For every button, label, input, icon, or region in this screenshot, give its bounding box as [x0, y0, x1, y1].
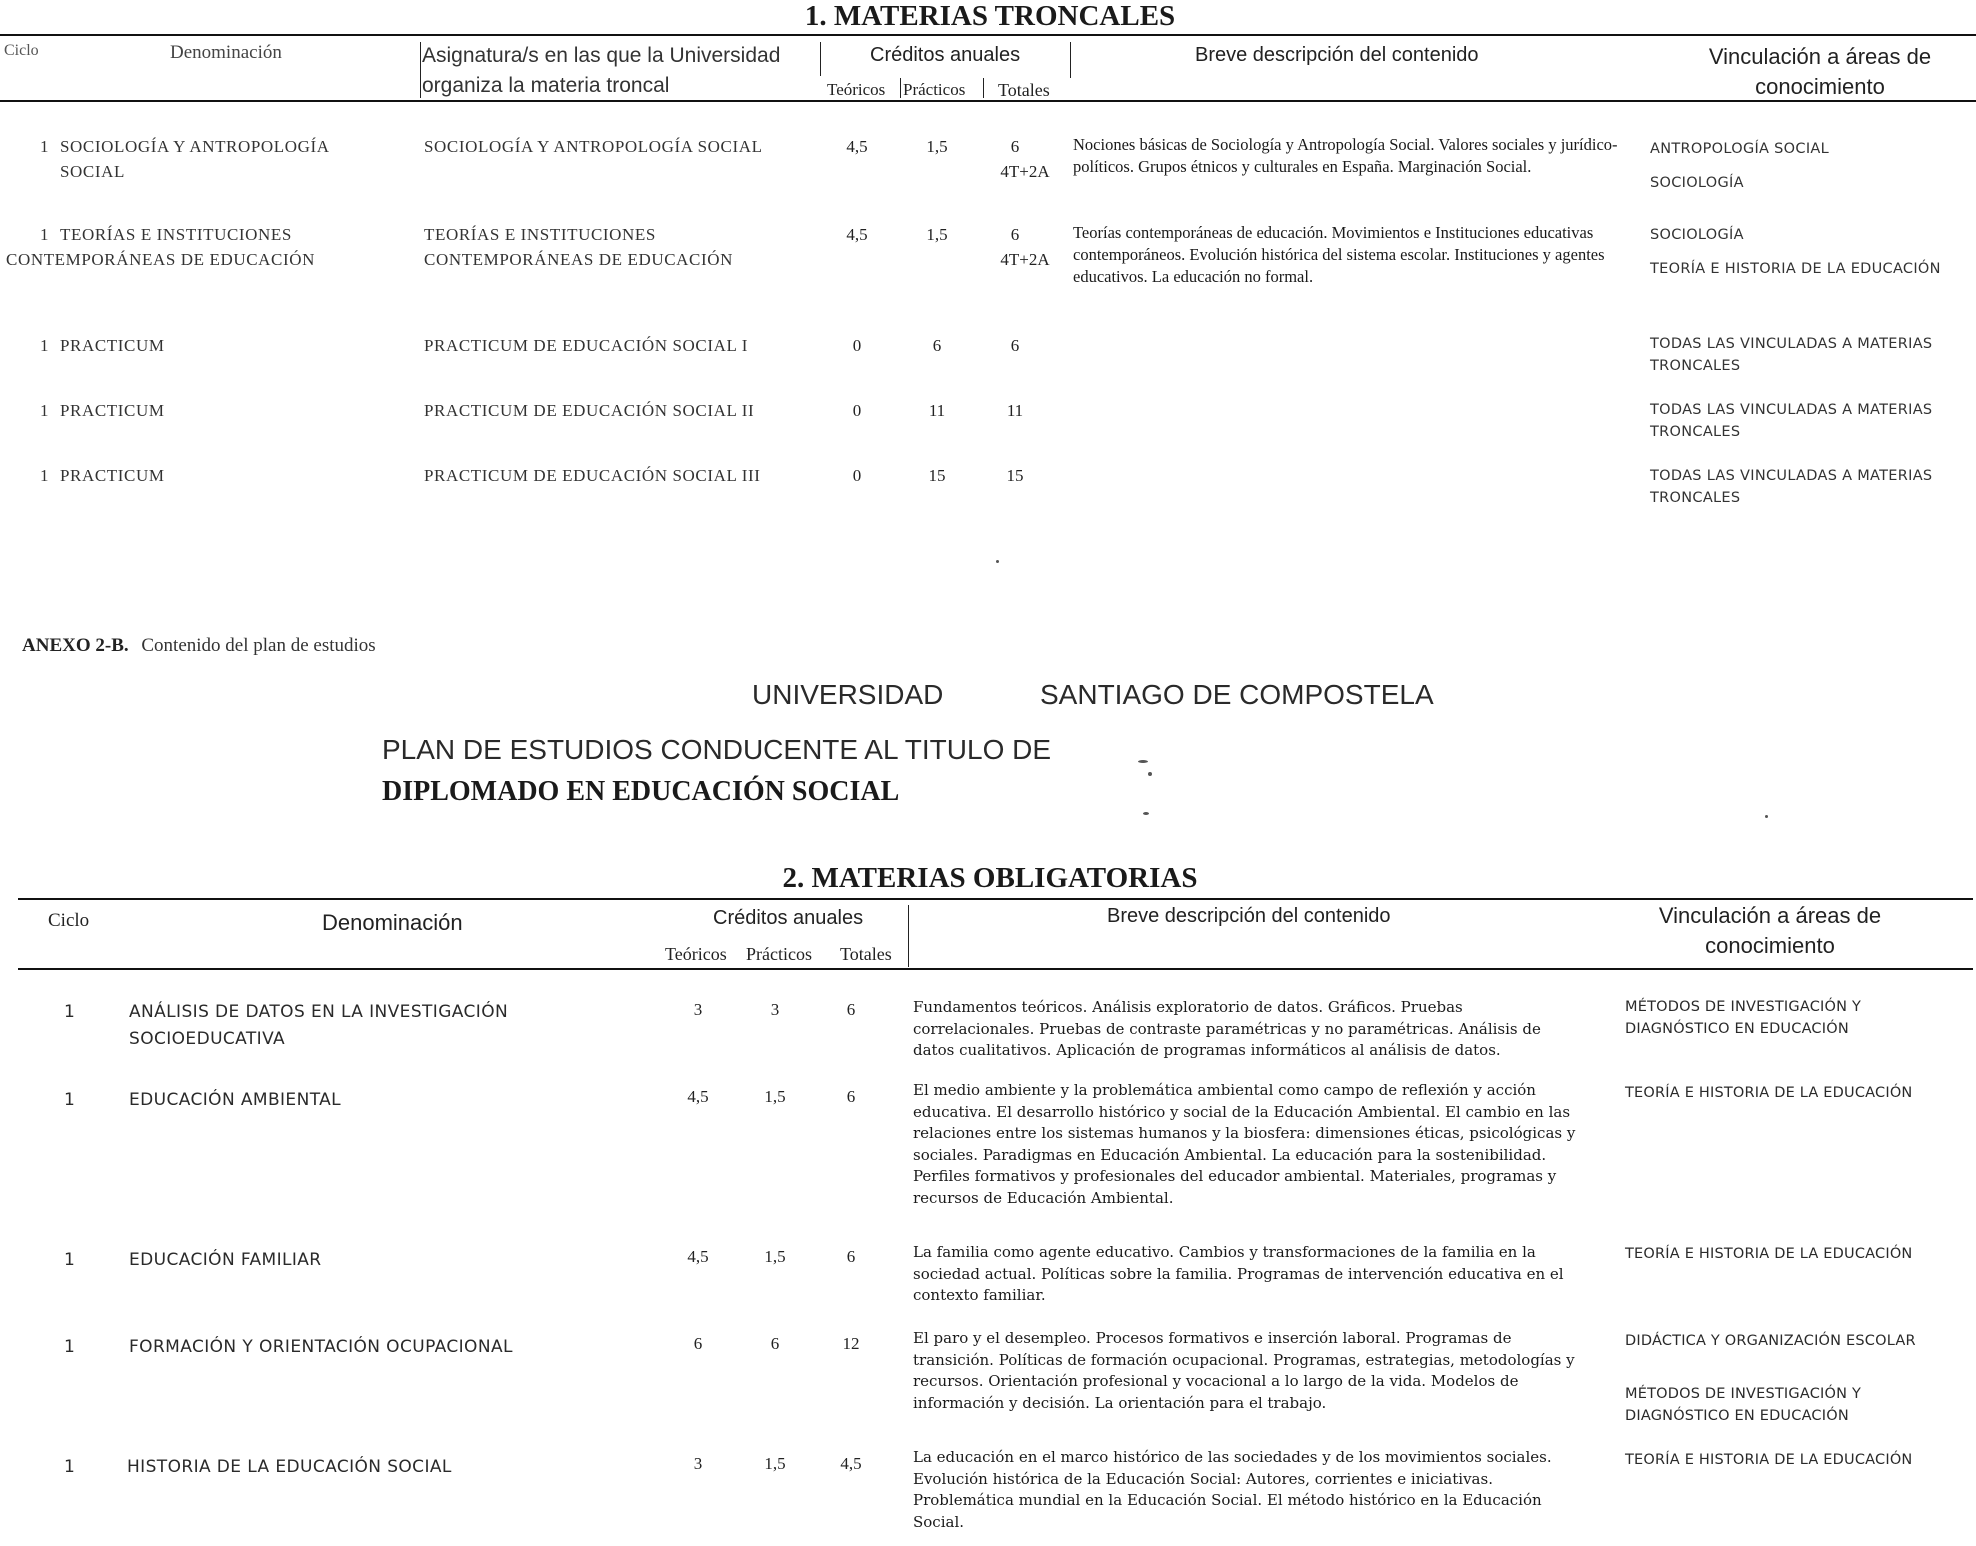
row-totales: 6	[1010, 225, 1020, 244]
row-totales: 6	[1010, 137, 1020, 156]
troncales-vrule-teo	[900, 78, 901, 98]
row-practicos: 3	[770, 1000, 780, 1019]
row-vinculacion-1: TODAS LAS VINCULADAS A MATERIAS TRONCALES	[1650, 336, 1933, 374]
row-practicos: 6	[770, 1334, 780, 1353]
annex-label: ANEXO 2-B.	[22, 635, 129, 656]
row-teoricos: 4,5	[846, 225, 868, 244]
troncales-title: 1. MATERIAS TRONCALES	[804, 0, 1176, 32]
row-denominacion-l1: TEORÍAS E INSTITUCIONES	[60, 225, 292, 244]
row-asignatura-l1: PRACTICUM DE EDUCACIÓN SOCIAL II	[424, 401, 755, 420]
obligatorias-header-vinculacion-l1: Vinculación a áreas de	[1658, 903, 1882, 928]
row-practicos: 1,5	[764, 1247, 786, 1266]
row-teoricos: 3	[693, 1000, 703, 1019]
row-denominacion-l1: EDUCACIÓN FAMILIAR	[129, 1250, 322, 1270]
obligatorias-title: 2. MATERIAS OBLIGATORIAS	[782, 862, 1198, 894]
row-asignatura-l1: PRACTICUM DE EDUCACIÓN SOCIAL I	[424, 336, 748, 355]
row-ciclo: 1	[40, 137, 50, 156]
annex-text: Contenido del plan de estudios	[141, 635, 376, 656]
row-descripcion: La educación en el marco histórico de las sociedades y de los movimientos sociales. Evolución histórica de la Educación Social: Autores, corrientes e iniciativas. Problemática mundial en la Educación Social. El método histórico en la Educación Social.	[913, 1448, 1552, 1531]
scan-speck	[1143, 812, 1149, 815]
row-totales: 4,5	[840, 1454, 862, 1473]
row-vinculacion-1: TODAS LAS VINCULADAS A MATERIAS TRONCALES	[1650, 402, 1933, 440]
scan-speck	[1765, 815, 1768, 818]
troncales-header-denominacion: Denominación	[170, 42, 282, 63]
troncales-header-ciclo: Ciclo	[4, 42, 39, 59]
row-denominacion-l1: EDUCACIÓN AMBIENTAL	[129, 1090, 342, 1110]
row-vinculacion-1: TEORÍA E HISTORIA DE LA EDUCACIÓN	[1625, 1246, 1913, 1262]
row-totales: 6	[1010, 336, 1020, 355]
scan-speck	[1148, 772, 1152, 776]
row-descripcion: El paro y el desempleo. Procesos formativos e inserción laboral. Programas de transición. Políticas de formación ocupacional. Programas, estrategias, metodologías y recursos. Orientación profesional y vocacional a lo largo de la vida. Modelos de información y decisión. La orientación para el trabajo.	[913, 1329, 1575, 1412]
row-denominacion-l2: SOCIOEDUCATIVA	[129, 1029, 286, 1049]
row-vinculacion-1: SOCIOLOGÍA	[1650, 227, 1744, 243]
row-denominacion-l1: HISTORIA DE LA EDUCACIÓN SOCIAL	[127, 1457, 452, 1477]
row-totales: 11	[1006, 401, 1024, 420]
obligatorias-header-ciclo: Ciclo	[48, 910, 90, 931]
row-denominacion-l2: SOCIAL	[60, 162, 125, 181]
row-practicos: 1,5	[764, 1454, 786, 1473]
troncales-header-practicos: Prácticos	[903, 80, 966, 99]
troncales-header-totales: Totales	[998, 80, 1050, 100]
annex-line	[22, 635, 376, 657]
obligatorias-header-practicos: Prácticos	[746, 944, 812, 964]
troncales-header-vinculacion-l1: Vinculación a áreas de	[1708, 44, 1932, 69]
row-denominacion-l1: PRACTICUM	[60, 466, 165, 485]
row-ciclo: 1	[64, 1457, 76, 1477]
row-practicos: 15	[928, 466, 946, 485]
troncales-top-rule	[0, 34, 1976, 36]
row-vinculacion-1: TEORÍA E HISTORIA DE LA EDUCACIÓN	[1625, 1452, 1913, 1468]
row-vinculacion-1: ANTROPOLOGÍA SOCIAL	[1650, 141, 1829, 157]
row-teoricos: 4,5	[687, 1087, 709, 1106]
row-asignatura-l1: PRACTICUM DE EDUCACIÓN SOCIAL III	[424, 466, 761, 485]
row-vinculacion-1: TODAS LAS VINCULADAS A MATERIAS TRONCALES	[1650, 468, 1933, 506]
row-descripcion: Teorías contemporáneas de educación. Movimientos e Instituciones educativas contemporáneos. Evolución histórica del sistema escolar. Instituciones y agentes educativos. La educación no formal.	[1073, 223, 1605, 286]
troncales-header-rule	[0, 100, 1976, 102]
obligatorias-vrule-desc	[908, 905, 909, 967]
row-practicos: 1,5	[926, 225, 948, 244]
troncales-header-creditos: Créditos anuales	[870, 44, 1021, 66]
row-vinculacion-2: MÉTODOS DE INVESTIGACIÓN Y DIAGNÓSTICO EN EDUCACIÓN	[1625, 1386, 1862, 1424]
row-practicos: 1,5	[926, 137, 948, 156]
obligatorias-header-totales: Totales	[840, 944, 892, 964]
row-teoricos: 6	[693, 1334, 703, 1353]
row-denominacion-l1: PRACTICUM	[60, 401, 165, 420]
row-totales: 6	[846, 1087, 856, 1106]
troncales-vrule-pra	[983, 78, 984, 98]
scan-speck	[996, 560, 999, 563]
row-vinculacion-2: TEORÍA E HISTORIA DE LA EDUCACIÓN	[1650, 261, 1941, 277]
row-denominacion-l1: ANÁLISIS DE DATOS EN LA INVESTIGACIÓN	[129, 1002, 509, 1022]
row-asignatura-l2: CONTEMPORÁNEAS DE EDUCACIÓN	[424, 250, 733, 269]
plan-line-1: PLAN DE ESTUDIOS CONDUCENTE AL TITULO DE	[382, 734, 1052, 765]
row-ciclo: 1	[40, 225, 50, 244]
row-teoricos: 3	[693, 1454, 703, 1473]
row-ciclo: 1	[64, 1090, 76, 1110]
row-ciclo: 1	[64, 1337, 76, 1357]
row-denominacion-l1: SOCIOLOGÍA Y ANTROPOLOGÍA	[60, 137, 330, 156]
row-vinculacion-1: MÉTODOS DE INVESTIGACIÓN Y DIAGNÓSTICO EN EDUCACIÓN	[1625, 999, 1862, 1037]
university-label: UNIVERSIDAD	[752, 679, 944, 710]
obligatorias-top-rule	[18, 898, 1973, 900]
obligatorias-header-denominacion: Denominación	[322, 910, 463, 935]
university-name: SANTIAGO DE COMPOSTELA	[1040, 679, 1434, 710]
row-totales-extra: 4T+2A	[1000, 162, 1050, 181]
row-asignatura-l1: SOCIOLOGÍA Y ANTROPOLOGÍA SOCIAL	[424, 137, 763, 156]
row-practicos: 6	[932, 336, 942, 355]
row-teoricos: 0	[852, 336, 862, 355]
row-teoricos: 4,5	[687, 1247, 709, 1266]
row-teoricos: 4,5	[846, 137, 868, 156]
row-totales: 6	[846, 1000, 856, 1019]
troncales-vrule-desc	[1070, 42, 1071, 78]
row-denominacion-l1: FORMACIÓN Y ORIENTACIÓN OCUPACIONAL	[129, 1337, 513, 1357]
row-vinculacion-1: DIDÁCTICA Y ORGANIZACIÓN ESCOLAR	[1625, 1333, 1916, 1349]
row-totales: 15	[1006, 466, 1024, 485]
row-vinculacion-1: TEORÍA E HISTORIA DE LA EDUCACIÓN	[1625, 1085, 1913, 1101]
row-practicos: 11	[928, 401, 946, 420]
troncales-vrule-asig	[420, 42, 421, 98]
row-descripcion: El medio ambiente y la problemática ambiental como campo de reflexión y acción educativa. El desarrollo histórico y social de la Educación Ambiental. El cambio en las relaciones entre los sistemas humanos y la biosfera: dimensiones éticas, psicológicas y sociales. Paradigmas en Educación Ambiental. La educación para la sostenibilidad. Perfiles formativos y profesionales del educador ambiental. Materiales, programas y recursos de Educación Ambiental.	[913, 1081, 1576, 1207]
row-vinculacion-2: SOCIOLOGÍA	[1650, 175, 1744, 191]
row-totales: 12	[842, 1334, 860, 1353]
obligatorias-header-creditos: Créditos anuales	[713, 907, 864, 929]
row-ciclo: 1	[64, 1250, 76, 1270]
row-ciclo: 1	[40, 401, 50, 420]
row-asignatura-l1: TEORÍAS E INSTITUCIONES	[424, 225, 656, 244]
row-denominacion-l1: PRACTICUM	[60, 336, 165, 355]
row-ciclo: 1	[40, 466, 50, 485]
obligatorias-header-rule	[18, 968, 1973, 970]
plan-degree: DIPLOMADO EN EDUCACIÓN SOCIAL	[382, 776, 900, 807]
troncales-header-asignaturas-l1: Asignatura/s en las que la Universidad	[422, 44, 781, 67]
troncales-header-descripcion: Breve descripción del contenido	[1195, 44, 1479, 66]
row-ciclo: 1	[40, 336, 50, 355]
row-descripcion: La familia como agente educativo. Cambios y transformaciones de la familia en la sociedad actual. Políticas sobre la familia. Programas de intervención educativa en el contexto familiar.	[913, 1243, 1564, 1304]
row-descripcion: Nociones básicas de Sociología y Antropología Social. Valores sociales y jurídico-políticos. Grupos étnicos y culturales en España. Marginación Social.	[1073, 135, 1618, 176]
obligatorias-header-teoricos: Teóricos	[665, 944, 727, 964]
row-teoricos: 0	[852, 466, 862, 485]
row-totales-extra: 4T+2A	[1000, 250, 1050, 269]
obligatorias-header-descripcion: Breve descripción del contenido	[1107, 905, 1391, 927]
troncales-header-vinculacion-l2: conocimiento	[1755, 74, 1885, 99]
row-descripcion: Fundamentos teóricos. Análisis exploratorio de datos. Gráficos. Pruebas correlacionales. Pruebas de contraste paramétricas y no paramétricas. Análisis de datos cualitativos. Aplicación de programas informáticos al análisis de datos.	[913, 998, 1541, 1059]
obligatorias-header-vinculacion-l2: conocimiento	[1705, 933, 1835, 958]
scan-speck	[1138, 760, 1148, 763]
troncales-vrule-cred-left	[820, 42, 821, 76]
row-ciclo: 1	[64, 1002, 76, 1022]
row-denominacion-l2: CONTEMPORÁNEAS DE EDUCACIÓN	[6, 250, 315, 269]
troncales-header-asignaturas-l2: organiza la materia troncal	[422, 74, 670, 97]
troncales-header-teoricos: Teóricos	[827, 80, 886, 99]
row-totales: 6	[846, 1247, 856, 1266]
row-practicos: 1,5	[764, 1087, 786, 1106]
row-teoricos: 0	[852, 401, 862, 420]
